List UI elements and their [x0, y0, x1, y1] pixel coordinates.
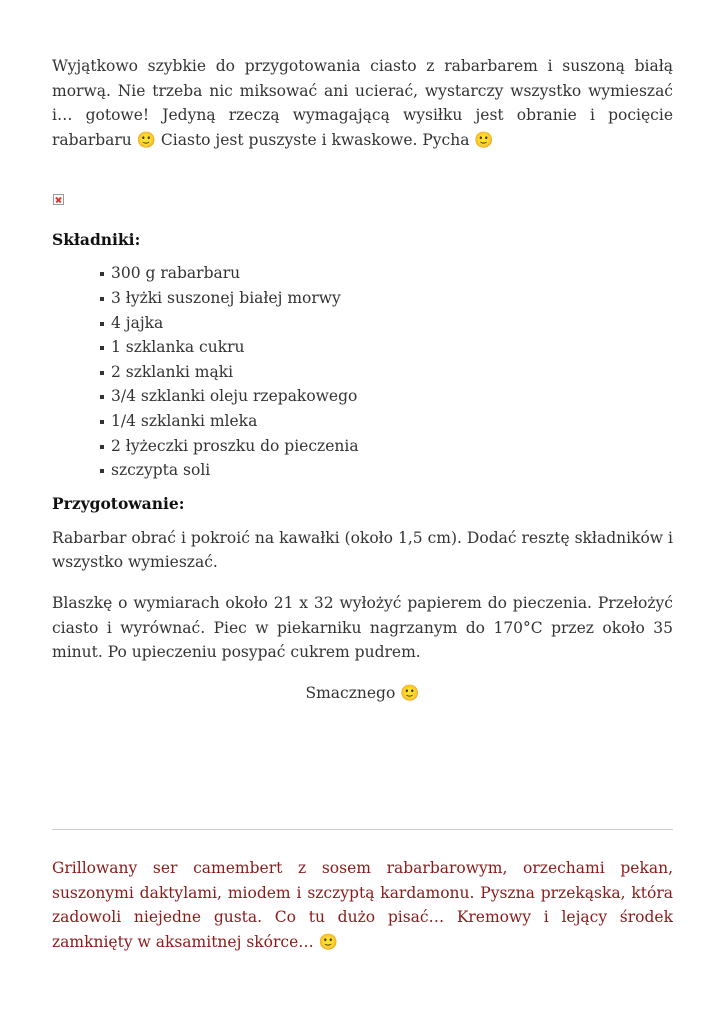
article-intro: Wyjątkowo szybkie do przygotowania ciasto z rabarbarem i suszoną białą morwą. Nie trzeba nic miksować ani ucierać, wystarczy wszystko wymieszać i… gotowe! Jedyną rzeczą wymagającą wysiłku jest obranie i pocięcie rabarbaru 🙂 Ciasto jest puszyste i kwaskowe. Pycha 🙂	[52, 57, 673, 149]
image-placeholder	[52, 190, 673, 204]
list-item: szczypta soli	[100, 458, 673, 483]
article-body	[52, 54, 673, 705]
preparation-step: Blaszkę o wymiarach około 21 x 32 wyłożyć papierem do pieczenia. Przełożyć ciasto i wyrównać. Piec w piekarniku nagrzanym do 170°C przez około 35 minut. Po upieczeniu posypać cukrem pudrem.	[52, 593, 673, 662]
list-item: 3/4 szklanki oleju rzepakowego	[100, 384, 673, 409]
divider	[52, 829, 673, 830]
list-item: 3 łyżki suszonej białej morwy	[100, 286, 673, 311]
preparation-step: Rabarbar obrać i pokroić na kawałki (około 1,5 cm). Dodać resztę składników i wszystko wymieszać.	[52, 528, 673, 572]
preparation-heading: Przygotowanie:	[52, 493, 185, 513]
list-item: 4 jajka	[100, 311, 673, 336]
list-item: 300 g rabarbaru	[100, 261, 673, 286]
closing-text: Smacznego 🙂	[305, 683, 420, 702]
ingredients-heading: Składniki:	[52, 230, 141, 250]
related-post-teaser-link[interactable]: Grillowany ser camembert z sosem rabarbarowym, orzechami pekan, suszonymi daktylami, miodem i szczyptą kardamonu. Pyszna przekąska, która zadowoli niejedne gusta. Co tu dużo pisać… Kremowy i lejący środek zamknięty w aksamitnej skórce… 🙂	[52, 859, 673, 951]
ingredients-list	[52, 261, 673, 482]
list-item: 2 łyżeczki proszku do pieczenia	[100, 434, 673, 459]
list-item: 2 szklanki mąki	[100, 360, 673, 385]
list-item: 1/4 szklanki mleka	[100, 409, 673, 434]
broken-image-icon	[53, 194, 64, 205]
list-item: 1 szklanka cukru	[100, 335, 673, 360]
